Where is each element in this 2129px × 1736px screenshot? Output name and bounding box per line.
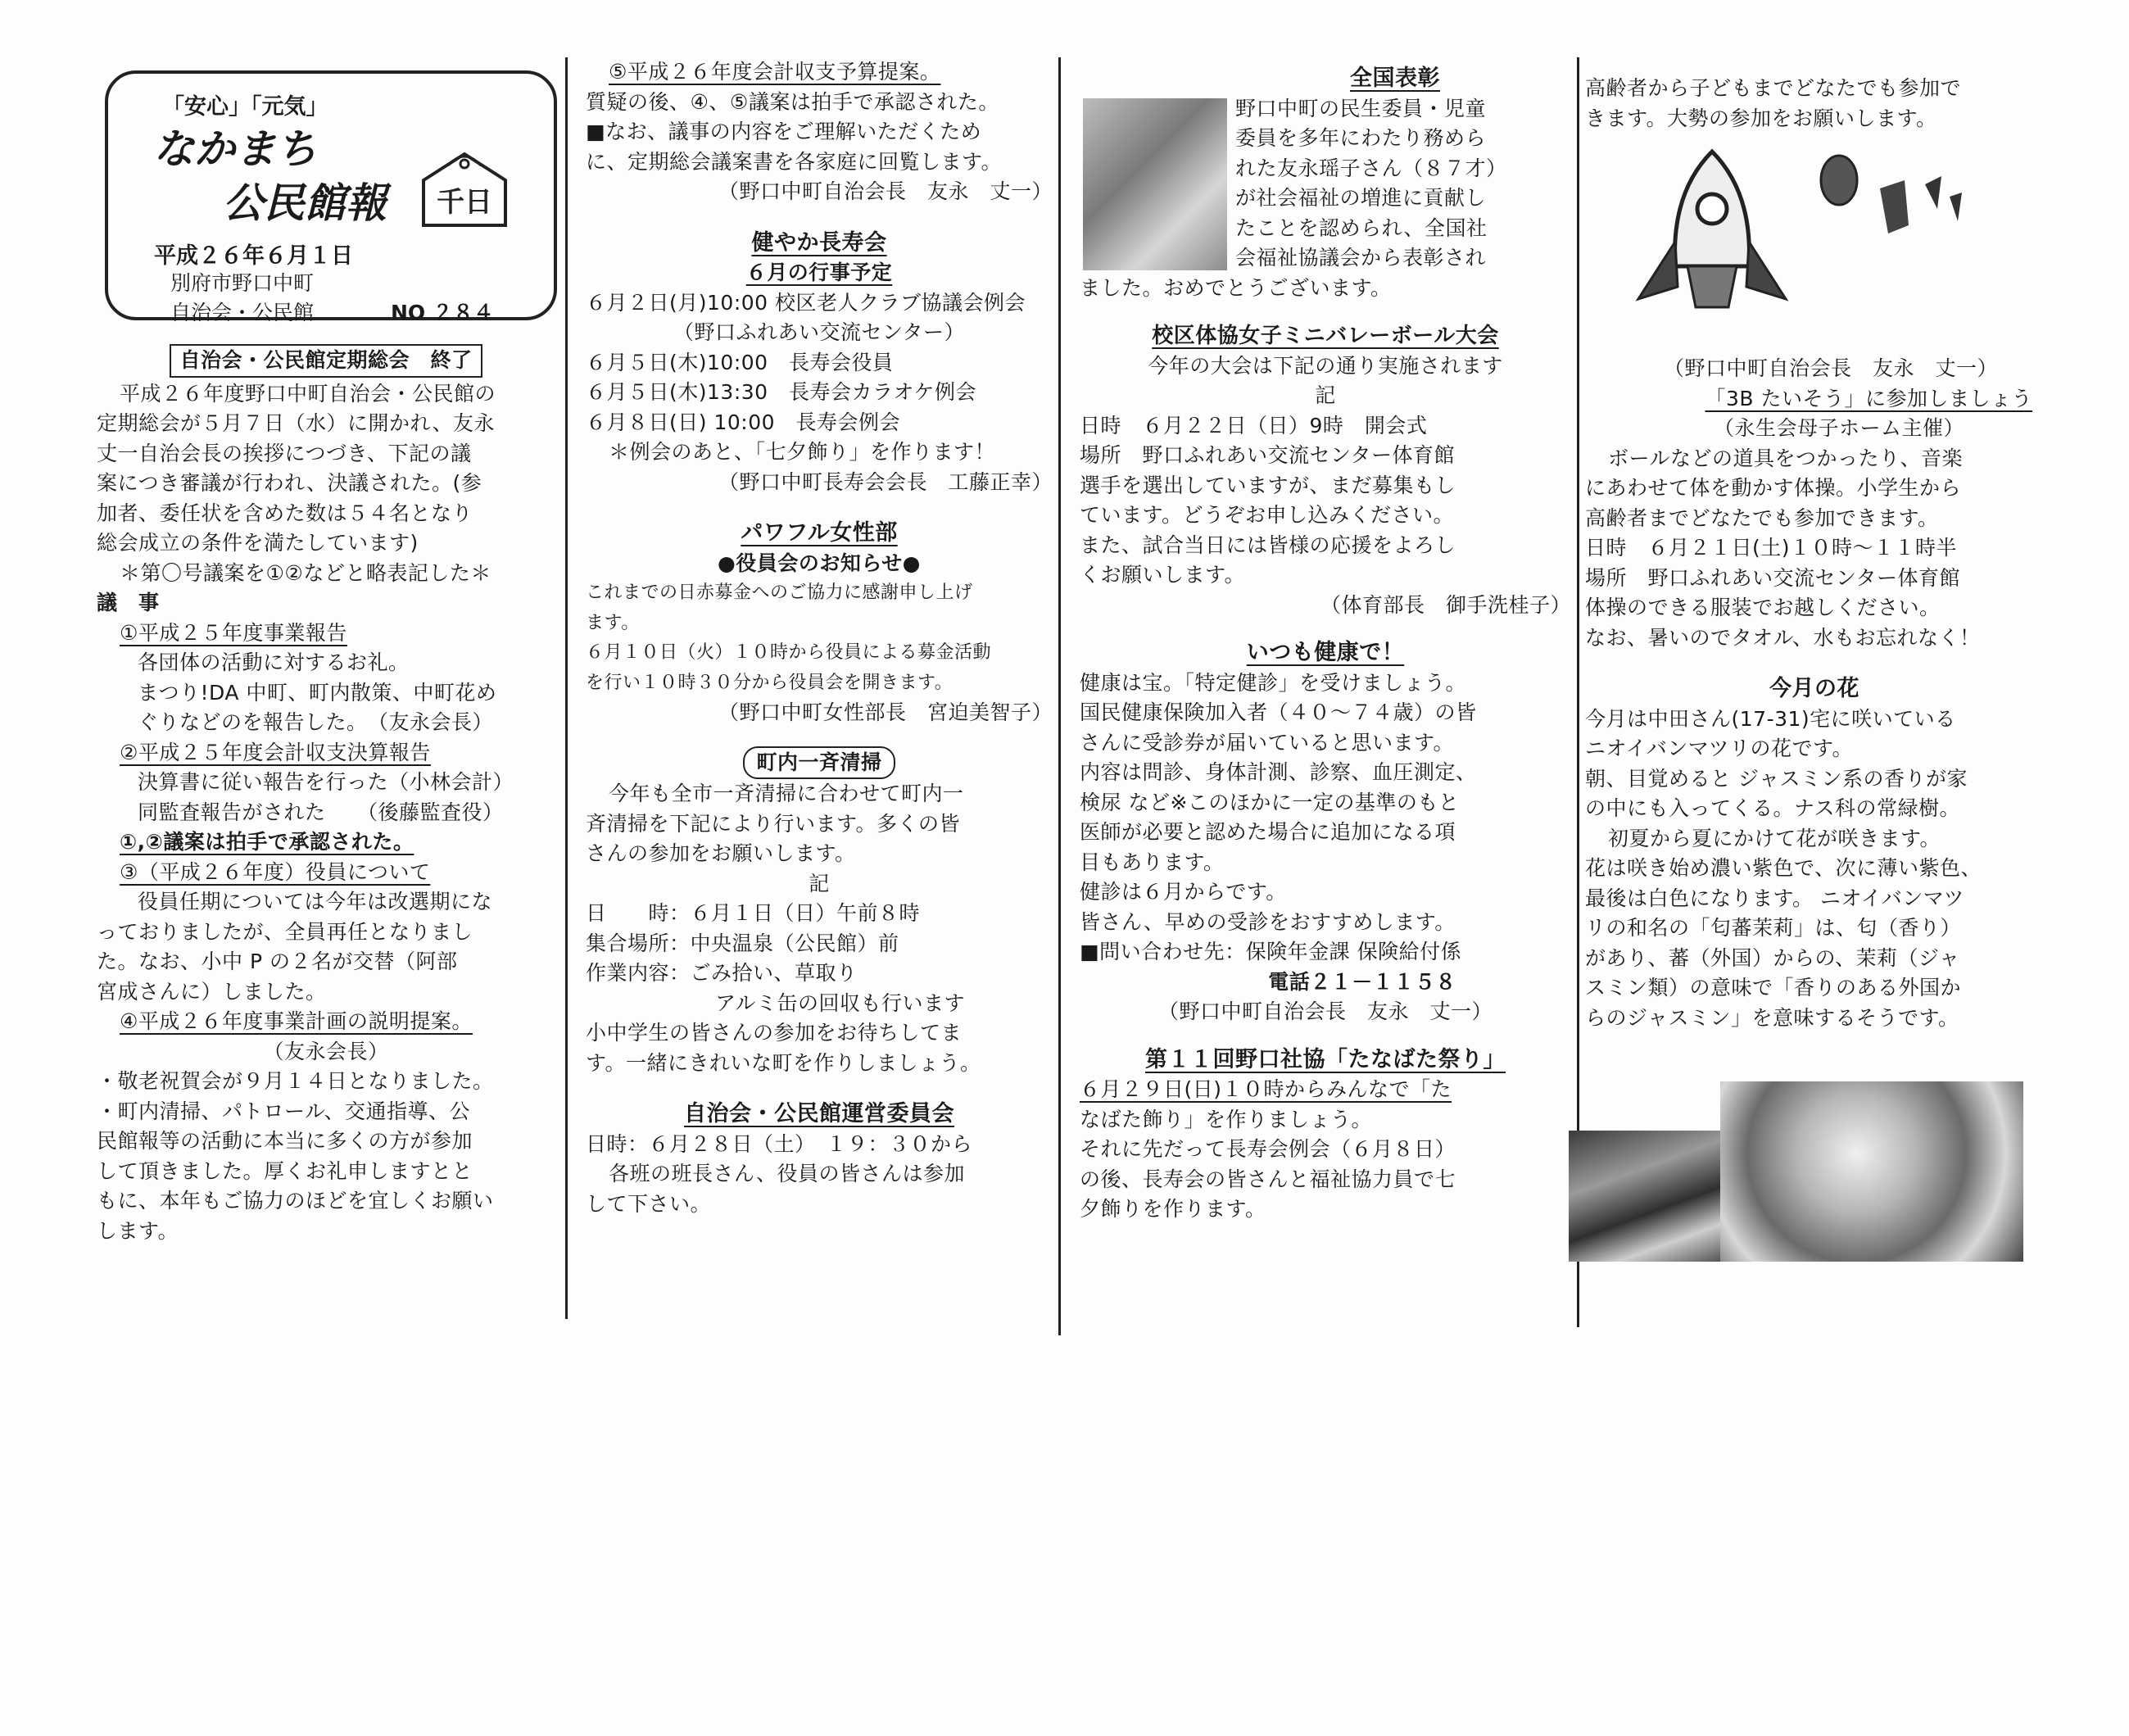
health-line: 皆さん、早めの受診をおすすめします。: [1080, 909, 1456, 934]
women-subheading: ●役員会のお知らせ●: [718, 551, 921, 575]
women-heading: パワフル女性部: [741, 520, 898, 546]
committee-heading: 自治会・公民館運営委員会: [684, 1101, 954, 1126]
intro-line: 案につき審議が行われ、決議された。(参: [97, 471, 482, 495]
cleanup-heading: 町内一斉清掃: [743, 746, 895, 780]
item4-by: （友永会長）: [263, 1039, 389, 1063]
bullet-line: ・敬老祝賀会が９月１４日となりました。: [97, 1069, 494, 1093]
item5-signature: （野口中町自治会長 友永 丈一）: [718, 179, 1053, 203]
award-closing: ました。おめでとうございます。: [1080, 275, 1392, 300]
item1-line: まつり!DA 中町、町内散策、中町花め: [138, 680, 497, 705]
volleyball-line: くお願いします。: [1080, 563, 1246, 587]
choju-subheading: ６月の行事予定: [745, 261, 893, 284]
item5-line: 質疑の後、④、⑤議案は拍手で承認された。: [586, 89, 999, 114]
flower-photo-2: [1720, 1081, 2023, 1262]
tanabata-line: の後、長寿会の皆さんと福祉協力員で七: [1080, 1167, 1456, 1191]
flower-line: 今月は中田さん(17-31)宅に咲いている: [1585, 706, 1956, 731]
item1-line: ぐりなどのを報告した。 （友永会長）: [138, 710, 494, 734]
ema-text: 千日: [437, 186, 492, 219]
taiso-heading: 「3B たいそう」に参加しましょう: [1705, 386, 2032, 410]
continued-line: 高齢者から子どもまでどなたでも参加で: [1585, 76, 1962, 100]
volleyball-line: 選手を選出していますが、まだ募集もし: [1080, 473, 1456, 497]
item5-line: ■なお、議事の内容をご理解いただくため: [586, 120, 982, 143]
award-line: れた友永瑶子さん（８７才）: [1235, 156, 1507, 180]
taiso-line: にあわせて体を動かす体操。小学生から: [1585, 476, 1962, 500]
flower-photo-1: [1569, 1131, 1720, 1262]
item1-line: 各団体の活動に対するお礼。: [138, 650, 410, 674]
flower-heading: 今月の花: [1769, 676, 1859, 701]
intro-line: 丈一自治会長の挨拶につづき、下記の議: [97, 441, 472, 465]
tanabata-line: ６月２９日(日)１０時からみんなで「た: [1080, 1077, 1452, 1101]
flower-line: リの和名の「匂蕃茉莉」は、匂（香り）: [1585, 916, 1962, 940]
cleanup-detail: アルミ缶の回収も行います: [715, 990, 966, 1015]
choju-event: ６月５日(木)10:00 長寿会役員: [586, 350, 894, 374]
masthead: [105, 70, 557, 324]
flower-line: があり、蕃（外国）からの、茉莉（ジャ: [1585, 945, 1960, 970]
cleanup-ki: 記: [809, 871, 830, 895]
cleanup-line: 斉清掃を下記により行います。多くの皆: [586, 811, 961, 836]
health-line: 健康は宝。「特定健診」を受けましょう。: [1080, 670, 1467, 695]
intro-line: 定期総会が５月７日（水）に開かれ、友永: [97, 411, 496, 435]
continued-line: きます。大勢の参加をお願いします。: [1585, 106, 1937, 130]
masthead-title-line2: 公民館報: [223, 179, 387, 227]
agenda-label: 議 事: [97, 591, 160, 614]
health-line: 健診は６月からです。: [1080, 880, 1287, 904]
choju-event: （野口ふれあい交流センター）: [673, 320, 965, 344]
taiso-line: 高齢者までどなたでも参加できます。: [1585, 505, 1939, 530]
taiso-host: （永生会母子ホーム主催）: [1713, 416, 1964, 440]
column-1: [97, 344, 555, 1726]
item5-line: に、定期総会議案書を各家庭に回覧します。: [586, 149, 1003, 174]
flower-line: 最後は白色になります。 ニオイバンマツ: [1585, 886, 1964, 910]
bullet-line: ・町内清掃、パトロール、交通指導、公: [97, 1099, 471, 1123]
item2-line: 同監査報告がされた （後藤監査役）: [138, 800, 504, 824]
cleanup-closing: 小中学生の皆さんの参加をお待ちしてま: [586, 1021, 963, 1045]
flower-line: 朝、目覚めると ジャスミン系の香りが家: [1585, 766, 1968, 791]
health-signature: （野口中町自治会長 友永 丈一）: [1157, 999, 1493, 1023]
bullet-line: もに、本年もご協力のほどを宜しくお願い: [97, 1189, 494, 1212]
committee-line: して下さい。: [586, 1191, 712, 1216]
choju-heading: 健やか長寿会: [751, 229, 887, 256]
choju-signature: （野口中町長寿会会長 工藤正幸）: [718, 469, 1053, 494]
notation-note: ＊第〇号議案を①②などと略表記した＊: [120, 560, 491, 585]
choju-event: ＊例会のあと、「七夕飾り」を作ります！: [609, 440, 996, 464]
flower-line: の中にも入ってくる。ナス科の常緑樹。: [1585, 796, 1961, 820]
health-line: ■問い合わせ先：保険年金課 保険給付係: [1080, 940, 1462, 963]
taiso-line: ボールなどの道具をつかったり、音楽: [1608, 446, 1964, 470]
approved-note: ①,②議案は拍手で承認された。: [120, 830, 414, 854]
cleanup-closing: す。一緒にきれいな町を作りしましょう。: [586, 1050, 981, 1075]
item4-title: ④平成２６年度事業計画の説明提案。: [120, 1009, 473, 1033]
health-line: 検尿 など※このほかに一定の基準のもと: [1080, 790, 1460, 814]
tanabata-line: それに先だって長寿会例会（６月８日）: [1080, 1137, 1456, 1161]
health-heading: いつも健康で！: [1246, 640, 1405, 665]
health-line: さんに受診券が届いていると思います。: [1080, 730, 1455, 755]
taiso-line: 日時 ６月２１日(土)１０時～１１時半: [1585, 536, 1958, 560]
award-line: たことを認められ、全国社: [1235, 215, 1488, 240]
item3-line: 役員任期については今年は改選期にな: [138, 890, 493, 913]
item2-title: ②平成２５年度会計収支決算報告: [120, 740, 431, 764]
volleyball-ki: 記: [1315, 383, 1336, 407]
item3-line: た。なお、小中 P の２名が交替（阿部: [97, 950, 458, 973]
cleanup-line: 今年も全市一斉清掃に合わせて町内一: [609, 782, 964, 805]
health-line: 目もあります。: [1080, 850, 1225, 874]
column-2: [586, 57, 1053, 1439]
column-divider-2: [1058, 57, 1061, 1335]
committee-line: 日時：６月２８日（土） １９：３０から: [586, 1131, 973, 1156]
item3-line: っておりましたが、全員再任となりまし: [97, 919, 473, 944]
intro-line: 総会成立の条件を満たしています): [97, 531, 419, 555]
volleyball-heading: 校区体協女子ミニバレーボール大会: [1152, 324, 1499, 348]
women-signature: （野口中町女性部長 宮迫美智子）: [718, 700, 1053, 724]
award-line: 会福祉協議会から表彰され: [1235, 246, 1487, 270]
award-line: が社会福祉の増進に貢献し: [1235, 186, 1487, 210]
tanabata-heading: 第１１回野口社協「たなばた祭り」: [1145, 1046, 1506, 1072]
cleanup-detail: 作業内容：ごみ拾い、草取り: [586, 961, 858, 985]
chair-signature: （野口中町自治会長 友永 丈一）: [1663, 356, 1998, 380]
women-line: ます。: [586, 612, 640, 633]
flower-line: らのジャスミン」を意味するそうです。: [1585, 1005, 1959, 1030]
award-line: 野口中町の民生委員・児童: [1235, 96, 1487, 120]
women-line: ６月１０日（火）１０時から役員による募金活動: [586, 642, 992, 663]
telescope-illustration-icon: [1810, 152, 1974, 253]
tanabata-line: なばた飾り」を作りましょう。: [1080, 1107, 1373, 1131]
women-line: を行い１０時３０分から役員会を開きます。: [586, 672, 954, 693]
volleyball-intro: 今年の大会は下記の通り実施されます: [1148, 353, 1503, 378]
committee-line: 各班の班長さん、役員の皆さんは参加: [609, 1162, 966, 1185]
choju-event: ６月８日(日) 10:00 長寿会例会: [586, 410, 901, 434]
item3-title: ③（平成２６年度）役員について: [120, 859, 431, 884]
flower-line: スミン類）の意味で「香りのある外国か: [1585, 976, 1962, 999]
intro-line: 加者、委任状を含めた数は５４名となり: [97, 501, 473, 525]
taiso-line: なお、暑いのでタオル、水もお忘れなく！: [1585, 625, 1981, 650]
address: 別府市野口中町: [170, 271, 315, 295]
intro-line: 平成２６年度野口中町自治会・公民館の: [120, 381, 496, 406]
choju-event: ６月５日(木)13:30 長寿会カラオケ例会: [586, 380, 977, 404]
health-phone: 電話２１－１１５８: [1268, 969, 1456, 994]
masthead-title-line1: なかまち: [153, 125, 317, 173]
column-4-lower: [1585, 354, 2044, 1736]
item3-line: 宮成さんに）しました。: [97, 979, 327, 1004]
taiso-line: 場所 野口ふれあい交流センター体育館: [1585, 565, 1961, 590]
general-meeting-heading: 自治会・公民館定期総会 終了: [170, 344, 482, 378]
volleyball-line: 日時 ６月２２日（日）9時 開会式: [1080, 413, 1428, 437]
tanabata-line: 夕飾りを作ります。: [1080, 1197, 1266, 1221]
taiso-line: 体操のできる服装でお越しください。: [1585, 596, 1941, 619]
column-divider-1: [565, 57, 568, 1319]
choju-event: ６月２日(月)10:00 校区老人クラブ協議会例会: [586, 290, 1026, 315]
cleanup-detail: 集合場所：中央温泉（公民館）前: [586, 931, 899, 955]
health-line: 国民健康保険加入者（４０～７４歳）の皆: [1080, 700, 1477, 724]
bullet-line: して頂きました。厚くお礼申しますとと: [97, 1158, 473, 1183]
item1-title: ①平成２５年度事業報告: [120, 620, 347, 645]
women-line: これまでの日赤募金へのご協力に感謝申し上げ: [586, 582, 973, 603]
volleyball-line: また、試合当日には皆様の応援をよろし: [1080, 533, 1456, 557]
cleanup-detail: 日 時：６月１日（日）午前８時: [586, 901, 921, 925]
issue-date: 平成２６年６月１日: [154, 243, 353, 269]
issue-number: NO ２８４: [391, 301, 494, 324]
volleyball-line: 場所 野口ふれあい交流センター体育館: [1080, 443, 1456, 467]
ema-plaque-icon: [415, 147, 514, 233]
award-heading: 全国表彰: [1350, 66, 1440, 91]
cleanup-line: さんの参加をお願いします。: [586, 841, 856, 865]
award-line: 委員を多年にわたり務めら: [1235, 126, 1487, 150]
masthead-slogan: 「安心」「元気」: [162, 94, 328, 120]
health-line: 医師が必要と認めた場合に追加になる項: [1080, 820, 1456, 844]
rocket-illustration-icon: [1606, 143, 1819, 343]
bullet-line: 民館報等の活動に本当に多くの方が参加: [97, 1129, 473, 1153]
volleyball-line: ています。どうぞお申し込みください。: [1080, 503, 1455, 527]
column-3: [1080, 64, 1571, 1446]
bullet-line: します。: [97, 1218, 179, 1243]
flower-line: 花は咲き始め濃い紫色で、次に薄い紫色、: [1585, 856, 1982, 880]
flower-line: ニオイバンマツリの花です。: [1585, 737, 1854, 760]
organization: 自治会・公民館: [170, 301, 315, 324]
health-line: 内容は問診、身体計測、診察、血圧測定、: [1080, 760, 1477, 784]
volleyball-signature: （体育部長 御手洗桂子）: [1320, 592, 1571, 617]
flower-line: 初夏から夏にかけて花が咲きます。: [1608, 826, 1941, 850]
item5-title: ⑤平成２６年度会計収支予算提案。: [609, 60, 941, 84]
item2-line: 決算書に従い報告を行った（小林会計）: [138, 770, 514, 794]
